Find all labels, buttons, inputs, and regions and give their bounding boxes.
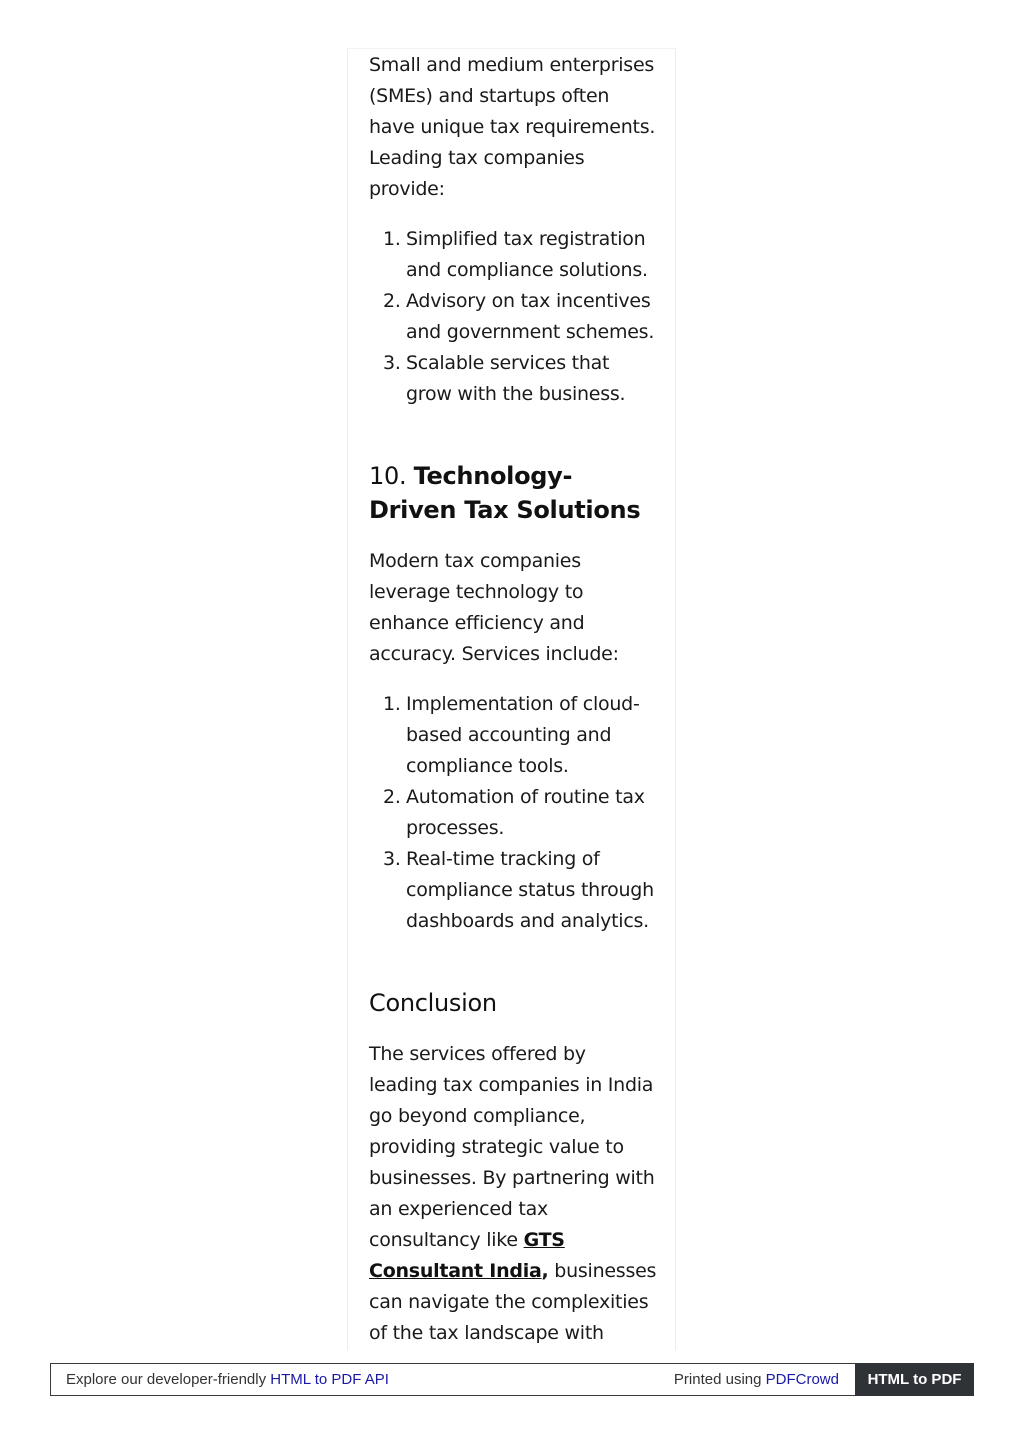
html-to-pdf-api-link[interactable]: HTML to PDF API (270, 1371, 389, 1388)
list-item (369, 689, 659, 782)
list-number: 2. (383, 290, 401, 312)
list-item (369, 286, 659, 348)
list-item-text: Real-time tracking of compliance status through dashboards and analytics. (406, 848, 654, 932)
conclusion-text-start: The services offered by leading tax companies in India go beyond compliance, providing strategic value to businesses. By partnering with an experienced tax consultancy like (369, 1043, 655, 1251)
footer-explore (66, 1364, 389, 1395)
pdf-footer-bar (50, 1363, 974, 1396)
gts-consultant-link[interactable]: GTS Consultant India (369, 1229, 565, 1282)
html-to-pdf-badge[interactable]: HTML to PDF (855, 1363, 974, 1396)
list-item (369, 782, 659, 844)
section-heading-technology (369, 459, 659, 527)
list-item-text: Scalable services that grow with the business. (406, 352, 626, 405)
list-item-text: Automation of routine tax processes. (406, 786, 645, 839)
footer-explore-text: Explore our developer-friendly (66, 1371, 267, 1388)
list-number: 1. (383, 228, 401, 250)
conclusion-text-end: businesses can navigate the complexities of the tax landscape with (369, 1260, 657, 1344)
list-number: 3. (383, 352, 401, 374)
pdfcrowd-link[interactable]: PDFCrowd (765, 1371, 839, 1388)
list-item-text: Advisory on tax incentives and government schemes. (406, 290, 655, 343)
list-item (369, 224, 659, 286)
list-item (369, 348, 659, 410)
article-column (347, 48, 676, 1350)
conclusion-paragraph (369, 1039, 659, 1349)
conclusion-heading: Conclusion (369, 989, 497, 1017)
list-item (369, 844, 659, 937)
technology-services-list (369, 689, 659, 937)
conclusion-comma: , (541, 1260, 549, 1282)
sme-services-list (369, 224, 659, 410)
list-item-text: Simplified tax registration and compliance solutions. (406, 228, 648, 281)
intro-paragraph: Small and medium enterprises (SMEs) and startups often have unique tax requirements. Leading tax companies provide: (369, 54, 656, 200)
list-number: 1. (383, 693, 401, 715)
footer-printed-text: Printed using (673, 1371, 762, 1388)
technology-paragraph: Modern tax companies leverage technology to enhance efficiency and accuracy. Services include: (369, 550, 619, 665)
footer-printed (674, 1364, 839, 1395)
list-number: 3. (383, 848, 401, 870)
heading-title: Technology-Driven Tax Solutions (369, 462, 641, 524)
list-number: 2. (383, 786, 401, 808)
list-item-text: Implementation of cloud-based accounting and compliance tools. (406, 693, 640, 777)
heading-number: 10. (369, 462, 407, 490)
